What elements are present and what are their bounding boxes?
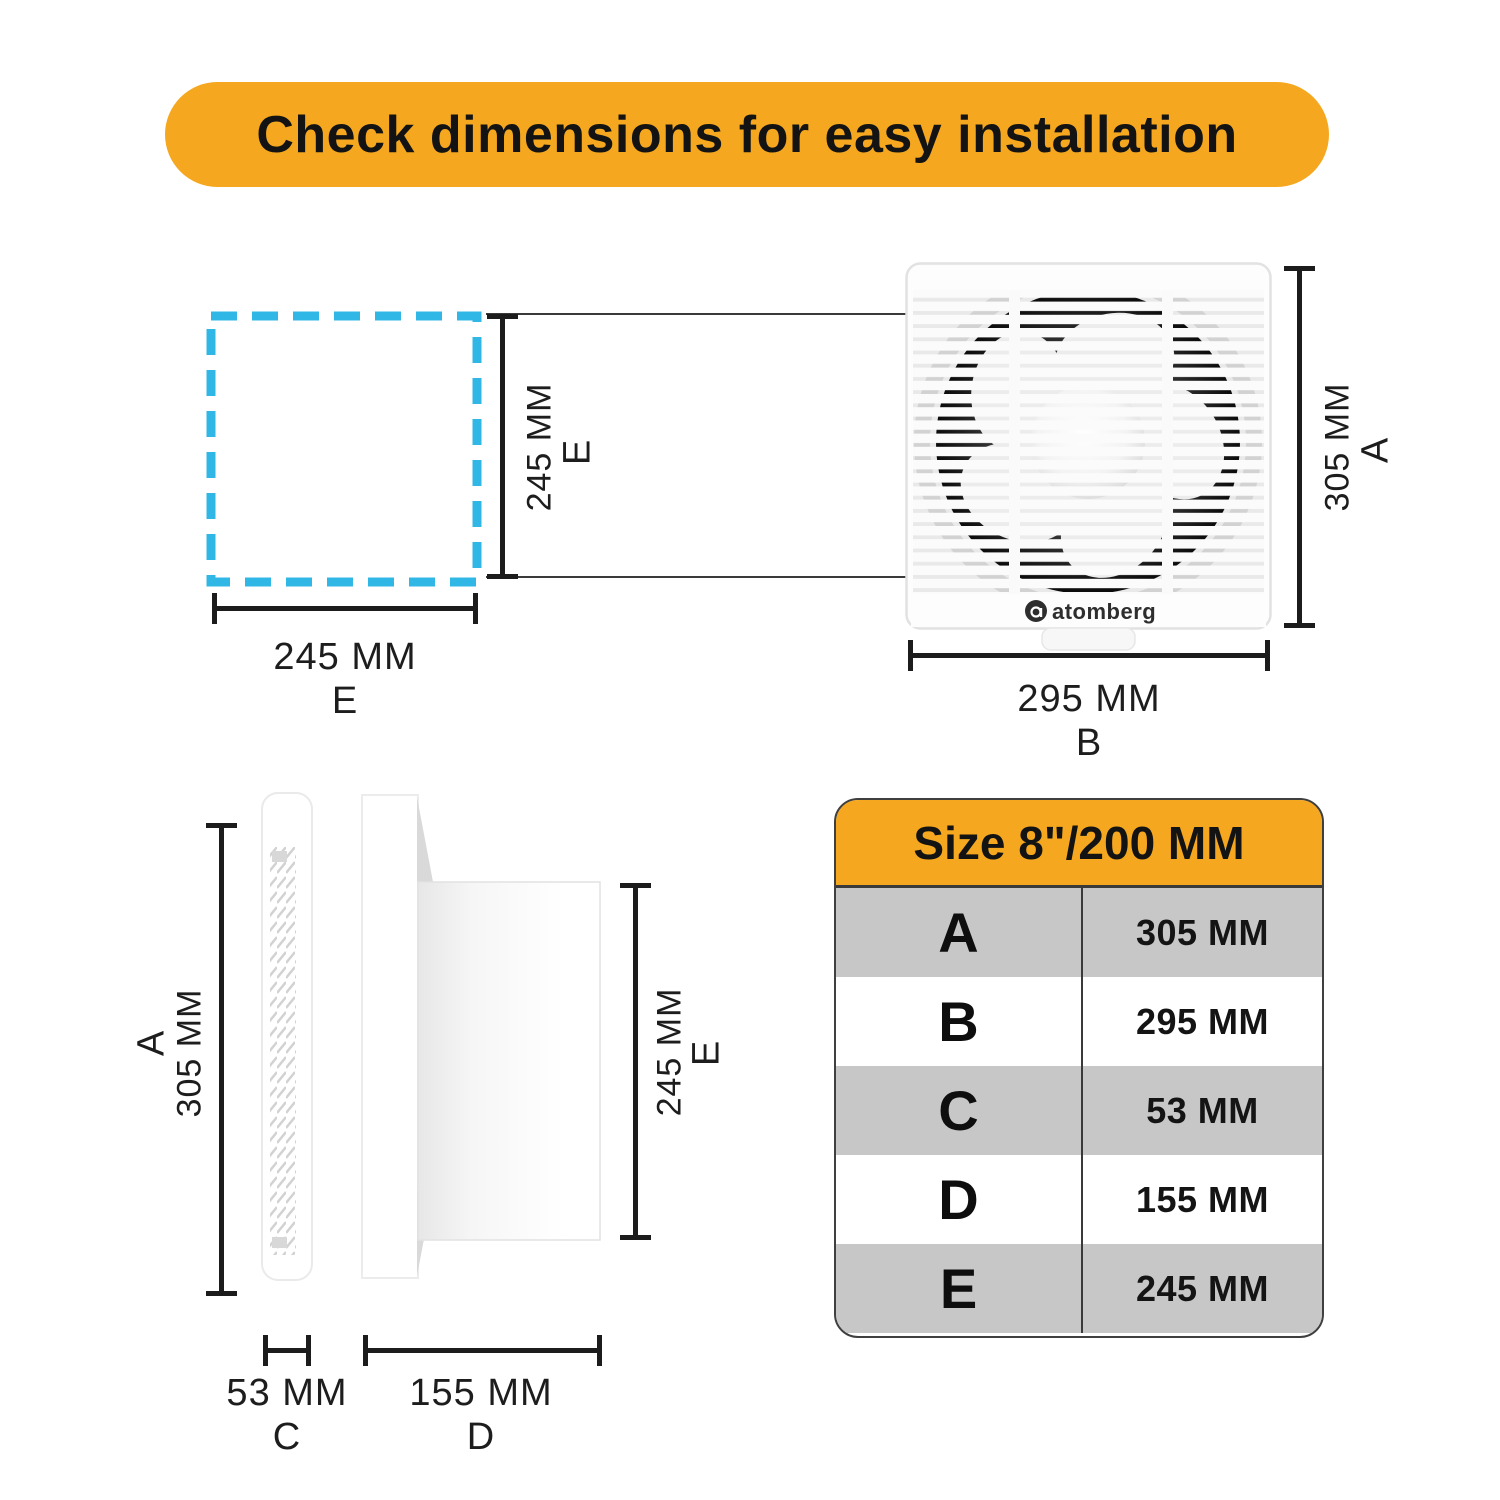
- cutout-height-value: 245 MM: [520, 382, 559, 512]
- side-duct-height-value: 245 MM: [650, 987, 689, 1117]
- fan-height-dimension-line: [1297, 266, 1302, 628]
- connector-line-top: [486, 313, 907, 315]
- table-cell-letter: A: [836, 888, 1083, 977]
- side-grille-louver-texture: [270, 847, 296, 1255]
- cutout-width-value: 245 MM: [273, 636, 417, 678]
- fan-mullion-right: [1162, 290, 1173, 594]
- cutout-width-letter: E: [331, 680, 359, 722]
- table-cell-value: 305 MM: [1135, 911, 1270, 953]
- cutout-dashed-border: [211, 316, 477, 582]
- fan-grille: [913, 271, 1264, 613]
- table-row: [836, 977, 1322, 1066]
- connector-line-bottom: [486, 576, 907, 578]
- side-duct-height-letter: E: [685, 1039, 728, 1067]
- side-body-depth-value: 155 MM: [409, 1372, 553, 1414]
- cutout-width-dimension-line: [212, 606, 478, 611]
- fan-height-letter: A: [1354, 436, 1397, 464]
- table-row: [836, 1066, 1322, 1155]
- fan-mullion-left: [1009, 290, 1020, 594]
- table-cell-letter: E: [836, 1244, 1083, 1333]
- fan-louvers: [913, 290, 1264, 594]
- atomberg-logo-text: atomberg: [1052, 599, 1157, 624]
- table-cell-value: 53 MM: [1146, 1089, 1259, 1131]
- table-cell-value: 245 MM: [1135, 1267, 1270, 1309]
- side-grille-depth-value: 53 MM: [226, 1372, 348, 1414]
- side-body-depth-letter: D: [466, 1416, 496, 1458]
- side-height-value: 305 MM: [170, 988, 209, 1118]
- side-grille-profile: [262, 793, 312, 1280]
- wall-cutout-square: [206, 311, 482, 587]
- cutout-height-letter: E: [556, 438, 599, 466]
- fan-width-dimension-line: [908, 653, 1270, 658]
- cutout-height-dimension-line: [500, 314, 505, 579]
- fan-front-view: [905, 262, 1272, 662]
- table-row: [836, 888, 1322, 977]
- side-duct-height-dimension-line: [633, 883, 638, 1240]
- side-body-depth-dimension-line: [363, 1348, 602, 1353]
- table-row: [836, 1244, 1322, 1333]
- atomberg-logo-mark: [1025, 600, 1047, 622]
- table-cell-letter: D: [836, 1155, 1083, 1244]
- table-row: [836, 1155, 1322, 1244]
- table-cell-letter: B: [836, 977, 1083, 1066]
- fan-bottom-tab: [1042, 628, 1135, 650]
- fan-height-value: 305 MM: [1318, 382, 1357, 512]
- side-height-letter: A: [130, 1029, 173, 1057]
- fan-side-view: [250, 785, 620, 1290]
- side-grille-depth-dimension-line: [263, 1348, 311, 1353]
- size-table: [834, 798, 1324, 1338]
- fan-width-letter: B: [1075, 722, 1103, 764]
- table-cell-letter: C: [836, 1066, 1083, 1155]
- side-plate-top-bevel: [417, 797, 433, 882]
- table-cell-value: 155 MM: [1135, 1178, 1270, 1220]
- side-duct: [418, 882, 600, 1240]
- page-title: Check dimensions for easy installation: [256, 105, 1238, 164]
- size-table-title: Size 8"/200 MM: [913, 816, 1245, 869]
- table-cell-value: 295 MM: [1135, 1000, 1270, 1042]
- side-grille-depth-letter: C: [272, 1416, 302, 1458]
- title-banner: [165, 82, 1329, 187]
- fan-width-value: 295 MM: [1017, 678, 1161, 720]
- side-height-dimension-line: [219, 823, 224, 1296]
- size-table-header: [836, 800, 1322, 888]
